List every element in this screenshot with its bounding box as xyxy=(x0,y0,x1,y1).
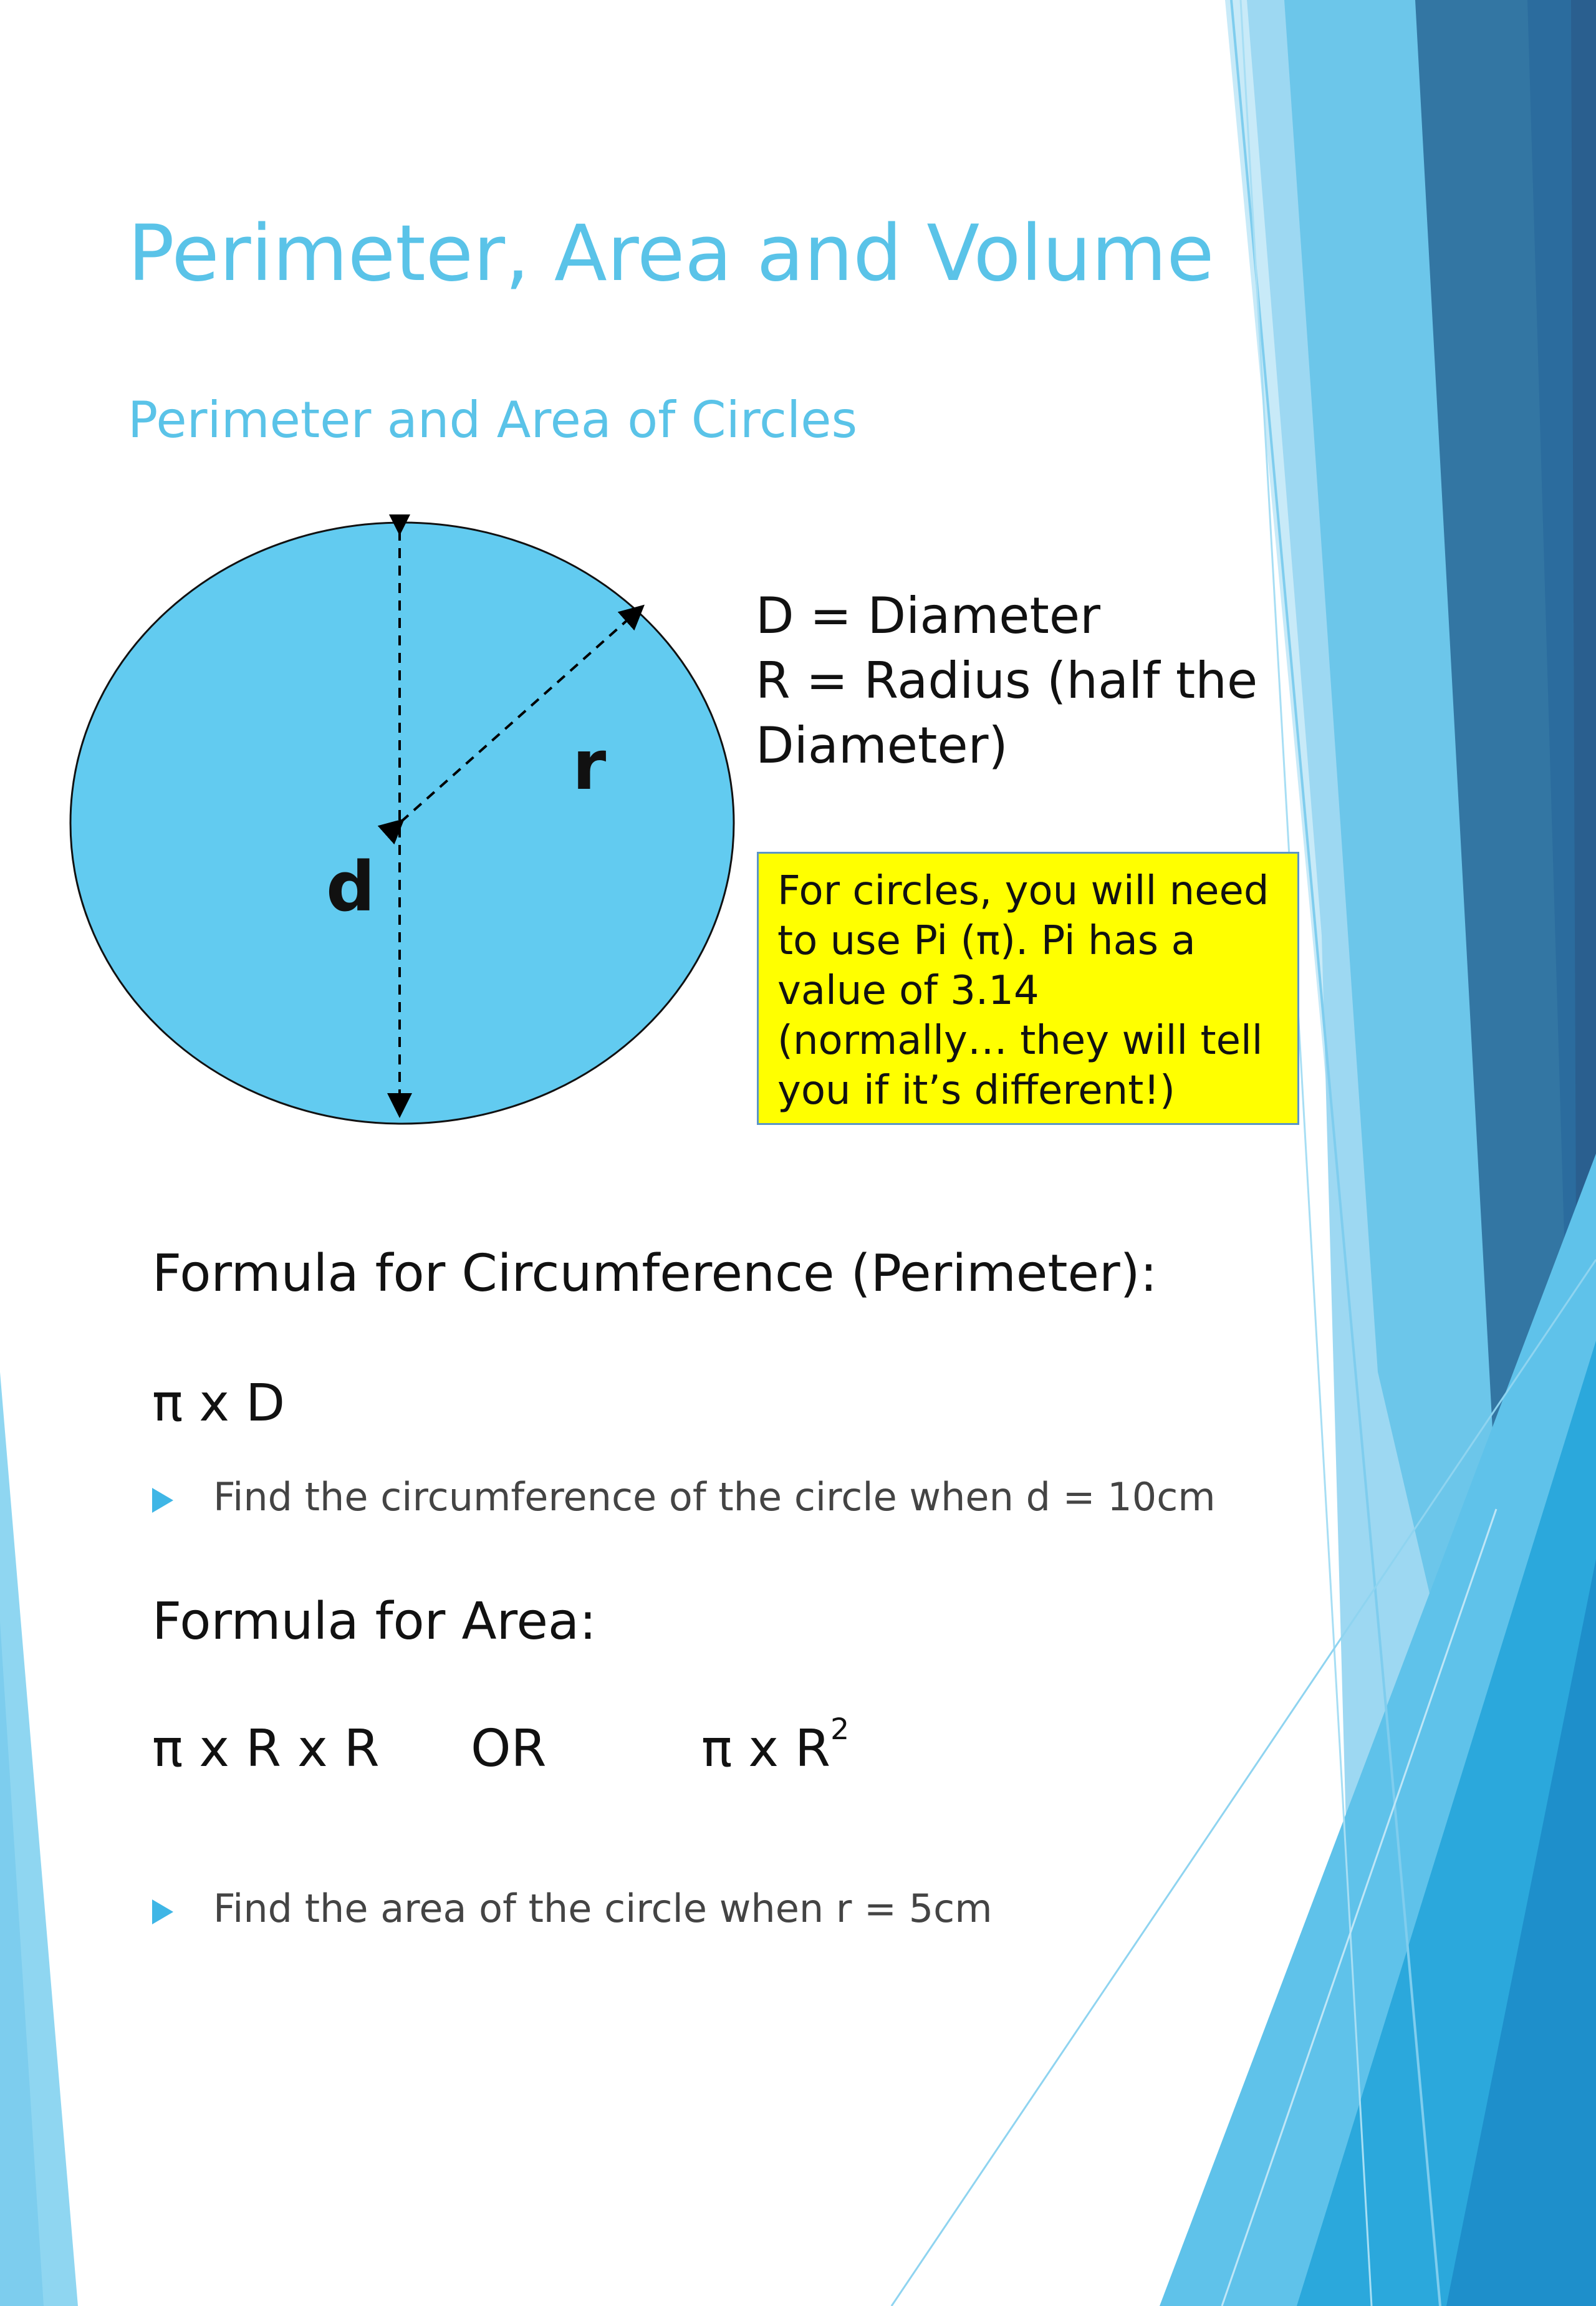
page-subtitle: Perimeter and Area of Circles xyxy=(128,391,858,449)
page-title: Perimeter, Area and Volume xyxy=(128,209,1214,299)
bullet-arrow-icon xyxy=(152,1488,173,1513)
pi-note-box: For circles, you will need to use Pi (π). Pi has a value of 3.14 (normally… they will tell you if it’s different!) xyxy=(757,852,1299,1125)
area-heading: Formula for Area: xyxy=(152,1592,597,1651)
circle-diagram xyxy=(62,514,742,1132)
circumference-question xyxy=(152,1474,1216,1520)
circumference-heading: Formula for Circumference (Perimeter): xyxy=(152,1244,1158,1303)
definition-diameter: D = Diameter xyxy=(756,587,1100,645)
circle-shape xyxy=(70,523,734,1124)
radius-label: r xyxy=(572,725,607,805)
circumference-formula: π x D xyxy=(152,1374,286,1433)
area-formula-1: π x R x R xyxy=(152,1719,380,1778)
area-formula-2 xyxy=(701,1712,850,1778)
area-question xyxy=(152,1886,993,1931)
area-or: OR xyxy=(471,1719,547,1778)
definition-radius-cont: Diameter) xyxy=(756,716,1008,774)
bullet-arrow-icon xyxy=(152,1899,173,1924)
diameter-label: d xyxy=(326,847,375,927)
area-question-text: Find the area of the circle when r = 5cm xyxy=(213,1886,993,1931)
area-formula-2-base: π x R xyxy=(701,1719,831,1778)
area-formula-2-exponent: 2 xyxy=(830,1712,850,1747)
circumference-question-text: Find the circumference of the circle when d = 10cm xyxy=(213,1474,1216,1520)
definitions xyxy=(756,584,1304,778)
definition-radius: R = Radius (half the xyxy=(756,652,1258,710)
